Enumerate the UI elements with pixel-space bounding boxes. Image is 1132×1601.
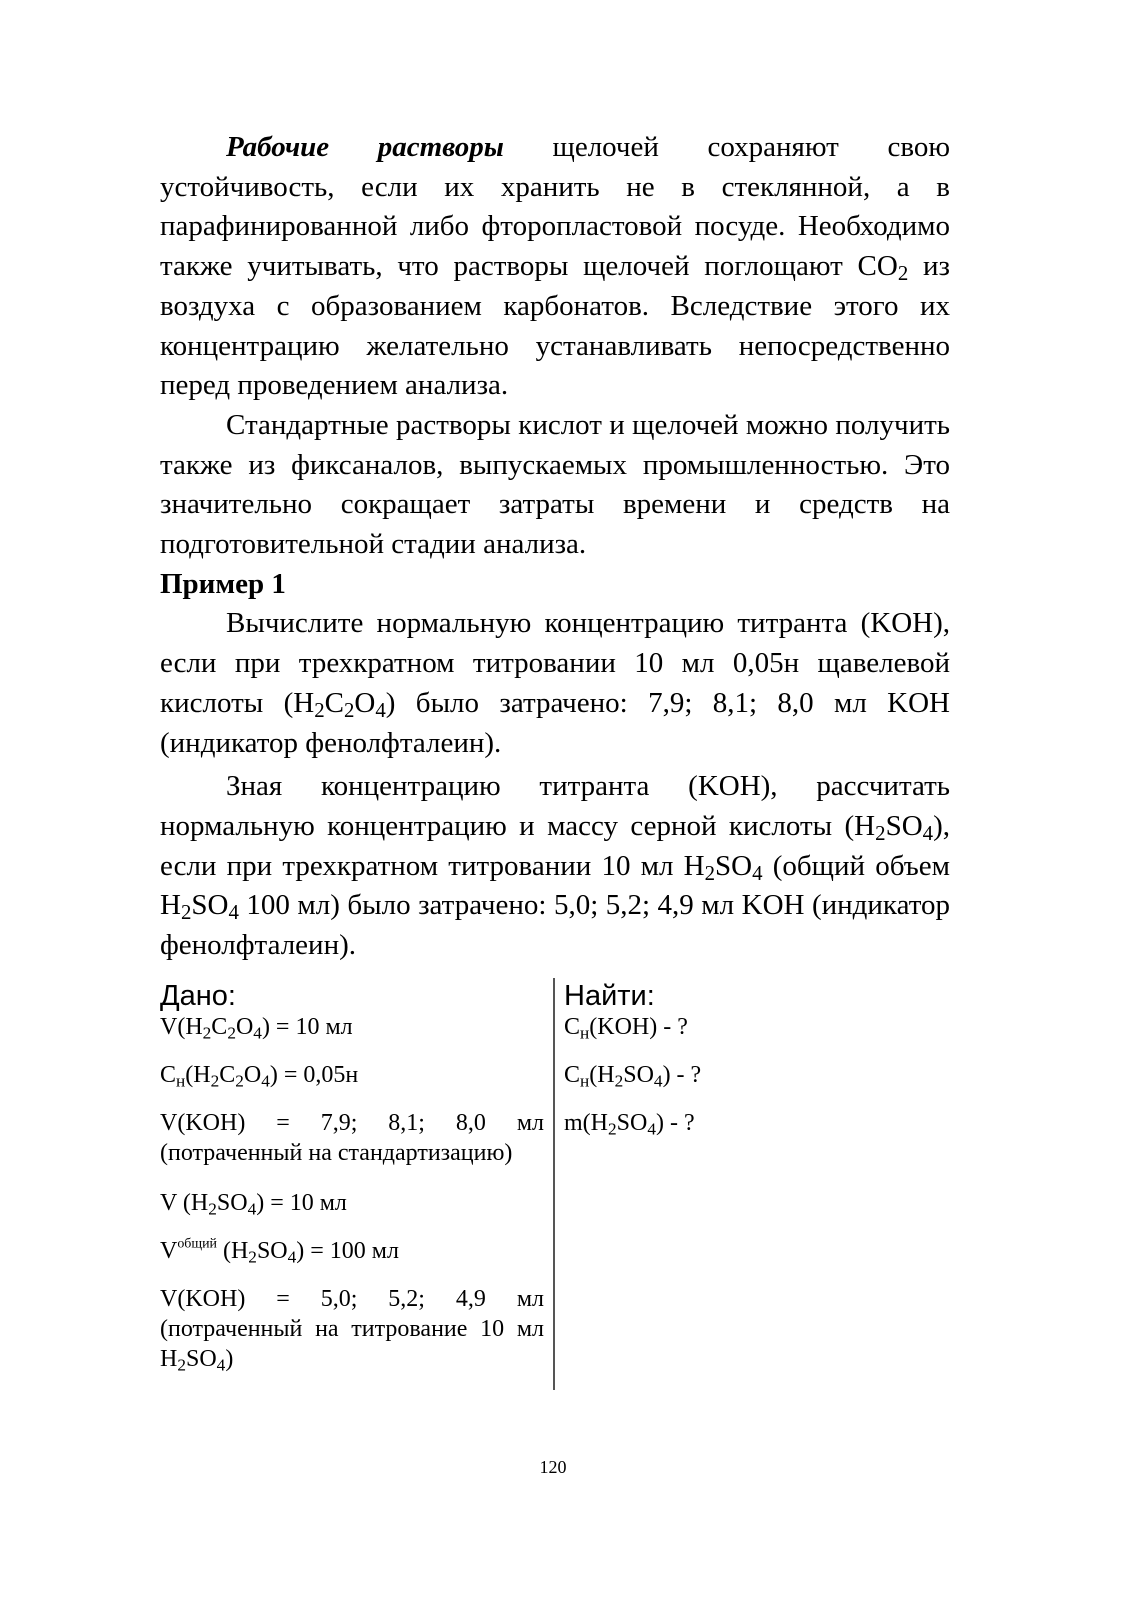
given-item-1: $V(H_2C_2O_4) = 10$ мл — [160, 1014, 353, 1043]
example-heading: Пример 1 — [160, 567, 286, 600]
lead-term: Рабочие растворы — [226, 131, 504, 163]
find-item-2: $C_н(H_2SO_4)$ - ? — [564, 1062, 702, 1091]
find-heading: Найти: — [564, 980, 655, 1012]
paragraph-working-solutions: Рабочие растворы щелочей сохраняют свою устойчивость, если их хранить не в стеклянной, а в парафинированной либо фторопластовой посуде. Необходимо также учитывать, что растворы щелочей поглощают $CO_2$ из воздуха с образованием карбонатов. Вследствие этого их концентрацию желательно устанавливать непосредственно перед проведением анализа. — [160, 131, 950, 402]
given-heading: Дано: — [160, 980, 236, 1012]
given-item-4: V $(H_2SO_4) = 10$ мл — [160, 1190, 347, 1219]
page-body — [160, 128, 950, 966]
paragraph-task-1: Вычислите нормальную концентрацию титранта (KOH), если при трехкратном титровании 10 мл 0,05н щавелевой кислоты $(H_2C_2O_4)$ было затрачено: 7,9; 8,1; 8,0 мл KOH (индикатор фенолфталеин). — [160, 607, 951, 759]
given-find-table — [160, 978, 950, 1390]
given-item-5: $V^{общий}$ $(H_2SO_4) = 100$ мл — [160, 1236, 399, 1267]
given-item-2: $C_н(H_2C_2O_4) = 0,05н$ — [160, 1062, 359, 1091]
paragraph-task-2: Зная концентрацию титранта (KOH), рассчитать нормальную концентрацию и массу серной кислоты $(H_2SO_4)$, если при трехкратном титровании 10 мл $H_2SO_4$ (общий объем $H_2SO_4$ 100 мл) было затрачено: 5,0; 5,2; 4,9 мл KOH (индикатор фенолфталеин). — [160, 770, 950, 962]
find-item-1: $C_н(KOH)$ - ? — [564, 1014, 688, 1043]
column-divider — [553, 978, 555, 1390]
given-item-3: V(KOH) = 7,9; 8,1; 8,0 мл (потраченный на стандартизацию) — [160, 1110, 544, 1166]
page-number: 120 — [539, 1457, 567, 1477]
given-item-6: V(KOH) = 5,0; 5,2; 4,9 мл (потраченный на титрование 10 мл $H_2SO_4$) — [160, 1286, 544, 1375]
paragraph-standard-solutions: Стандартные растворы кислот и щелочей можно получить также из фиксаналов, выпускаемых промышленностью. Это значительно сокращает затраты времени и средств на подготовительной стадии анализа. — [160, 408, 950, 561]
find-item-3: $m(H_2SO_4)$ - ? — [564, 1110, 695, 1139]
